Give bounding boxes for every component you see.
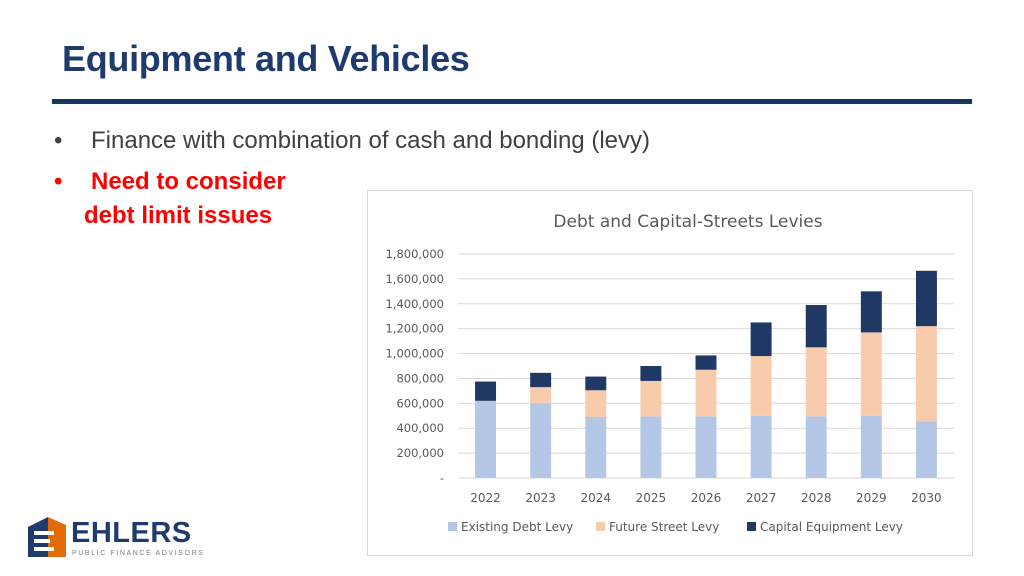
bar-segment-capital-equipment [806,305,827,347]
bar-segment-capital-equipment [696,355,717,369]
y-tick-label: 600,000 [396,396,444,411]
x-tick-label: 2029 [856,491,887,505]
ehlers-building-logo-icon [26,515,70,559]
legend-swatch [448,522,457,531]
bar-segment-existing-debt [640,416,661,478]
y-tick-label: 1,000,000 [385,346,444,361]
bar-segment-future-street [806,347,827,416]
y-tick-label: 1,600,000 [385,271,444,286]
ehlers-logo [26,515,205,561]
bar-segment-future-street [585,390,606,417]
bar-segment-existing-debt [806,416,827,478]
bar-segment-capital-equipment [585,377,606,391]
bar-segment-capital-equipment [640,366,661,381]
y-tick-label: 1,400,000 [385,296,444,311]
chart-title: Debt and Capital-Streets Levies [553,212,823,232]
bar-segment-existing-debt [530,403,551,478]
x-tick-label: 2022 [470,491,501,505]
bullet-text: Finance with combination of cash and bonding (levy) [91,127,650,154]
y-tick-label: 200,000 [396,446,444,461]
x-tick-label: 2027 [745,491,777,505]
bar-segment-future-street [751,356,772,416]
x-tick-label: 2024 [580,491,612,505]
y-tick-label: 1,800,000 [385,247,444,261]
bullet-glyph: • [54,168,63,195]
y-tick-label: 400,000 [396,421,444,436]
bar-segment-future-street [916,326,937,421]
legend-label: Future Street Levy [609,520,720,534]
bar-segment-capital-equipment [751,322,772,356]
x-tick-label: 2026 [690,491,722,505]
bullet-text-line-2: debt limit issues [84,202,273,229]
chart-frame [367,190,973,556]
bar-segment-existing-debt [916,421,937,478]
bar-segment-existing-debt [696,416,717,478]
slide-title: Equipment and Vehicles [62,38,470,79]
legend-swatch [747,522,756,531]
legend-label: Existing Debt Levy [461,520,574,534]
bar-segment-existing-debt [585,417,606,478]
bullet-glyph: • [54,127,63,154]
legend-swatch [596,522,605,531]
bar-segment-capital-equipment [916,271,937,326]
title-divider [52,99,972,104]
bar-segment-existing-debt [475,401,496,478]
y-tick-label: 1,200,000 [385,321,444,336]
x-tick-label: 2028 [800,491,832,505]
bar-segment-capital-equipment [861,291,882,332]
bar-segment-future-street [530,387,551,403]
x-tick-label: 2030 [911,491,942,505]
logo-tagline: PUBLIC FINANCE ADVISORS [72,550,205,557]
bar-segment-capital-equipment [475,382,496,401]
bar-segment-future-street [861,332,882,415]
bar-segment-future-street [696,370,717,417]
y-tick-label: 800,000 [396,371,444,386]
y-tick-label: - [439,471,444,485]
bullet-text-line-1: Need to consider [91,168,286,195]
legend-label: Capital Equipment Levy [760,520,903,534]
x-tick-label: 2025 [635,491,667,505]
bar-segment-capital-equipment [530,373,551,387]
logo-wordmark: EHLERS [71,517,192,549]
bar-segment-existing-debt [751,416,772,478]
bar-segment-existing-debt [861,416,882,478]
x-tick-label: 2023 [525,491,556,505]
bar-segment-future-street [640,381,661,416]
stacked-bar-chart [368,191,972,555]
